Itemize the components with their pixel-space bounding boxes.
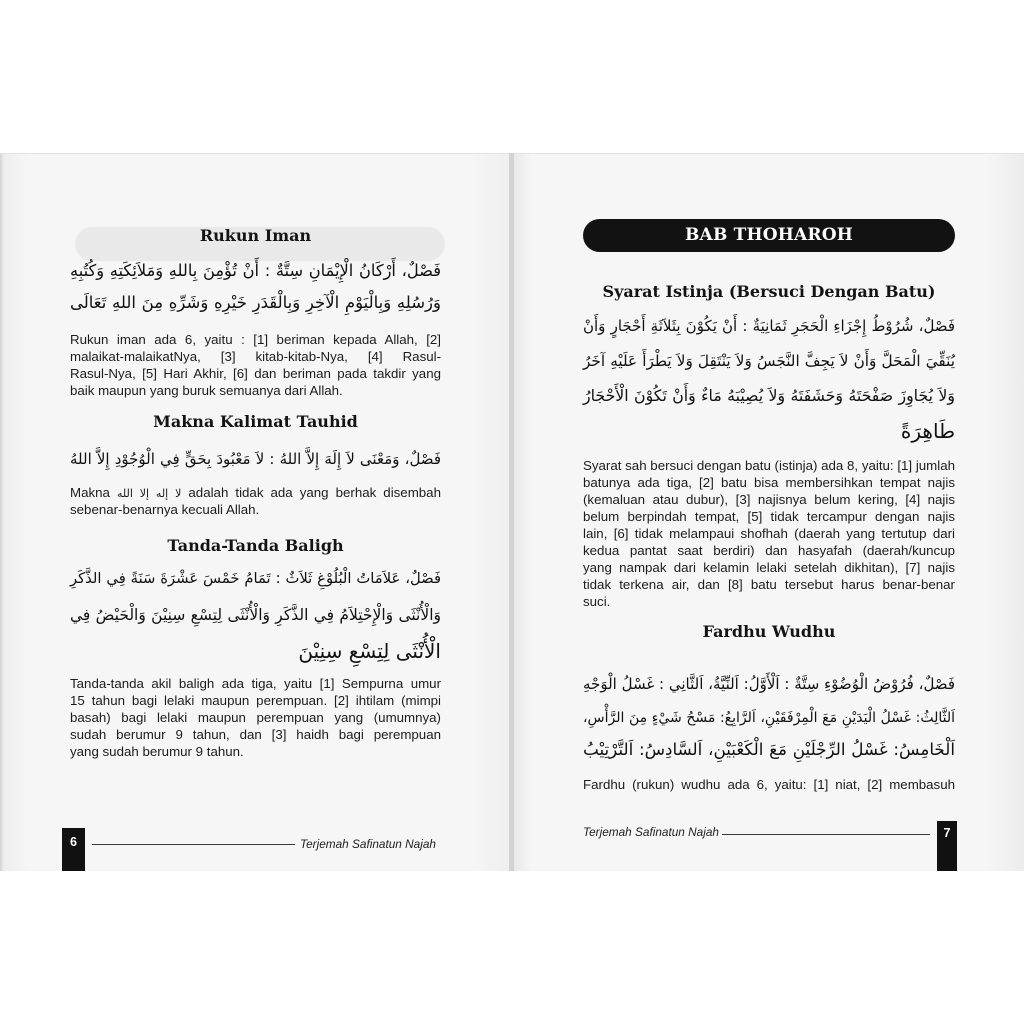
translation-line: yang sudah berumur 9 tahun. bbox=[70, 744, 244, 759]
section-heading-rukun-iman: Rukun Iman bbox=[199, 226, 312, 245]
page-number-tab bbox=[937, 821, 957, 871]
translation-line: tidak terkena air, dan [8] batu tersebut harus benar-benar bbox=[583, 577, 955, 592]
translation-line: 15 tahun bagi lelaki maupun perempuan. [2] ihtilam (mimpi bbox=[70, 693, 441, 708]
arabic-text-line: اَلْخَامِسُ: غَسْلُ الرِّجْلَيْنِ مَعَ الْكَعْبَيْنِ، اَلسَّادِسُ: اَلتَّرْتِيْبُ bbox=[583, 739, 955, 759]
inline-arabic-text: لا إله إلا الله bbox=[116, 487, 182, 500]
translation-text: adalah tidak ada yang berhak disembah bbox=[188, 485, 441, 500]
left-page bbox=[0, 153, 509, 871]
translation-line: lain, [6] tidak melampaui shofhah (daerah yang tertutup dari bbox=[583, 526, 955, 541]
arabic-text-line: فَصْلٌ، وَمَعْنَى لاَ إِلَهَ إِلاَّ اللهُ : لاَ مَعْبُودَ بِحَقٍّ فِي الْوُجُوْدِ إِلاَّ اللهُ bbox=[70, 450, 441, 468]
translation-line: Rasul-Nya, [5] Hari Akhir, [6] dan beriman pada takdir yang bbox=[70, 366, 441, 381]
page-number: 7 bbox=[943, 826, 951, 840]
right-page bbox=[514, 153, 1024, 871]
page-number-tab bbox=[62, 828, 85, 871]
section-heading-syarat-istinja: Syarat Istinja (Bersuci Dengan Batu) bbox=[602, 282, 936, 301]
running-title: Terjemah Safinatun Najah bbox=[583, 825, 719, 839]
translation-line bbox=[70, 484, 441, 502]
arabic-text-line: وَرُسُلِهِ وَبِالْيَوْمِ الْآخِرِ وَبِالْقَدَرِ خَيْرِهِ وَشَرِّهِ مِنَ اللهِ تَعَالَى bbox=[70, 293, 441, 312]
translation-line: Syarat sah bersuci dengan batu (istinja) ada 8, yaitu: [1] jumlah bbox=[583, 458, 955, 473]
arabic-text-line: الْأُنْثَى لِتِسْعِ سِنِيْنَ bbox=[298, 639, 441, 663]
translation-line: Rukun iman ada 6, yaitu : [1] beriman kepada Allah, [2] bbox=[70, 332, 441, 347]
translation-line: kedua pantat saat berdiri) dan hasyafah (daerah/kuncup bbox=[583, 543, 955, 558]
translation-line: belum berpindah tempat, [5] tidak tercampur dengan najis bbox=[583, 509, 955, 524]
footer-rule bbox=[92, 844, 295, 845]
arabic-text-line: فَصْلٌ، شُرُوْطُ إِجْزَاءِ الْحَجَرِ ثَمَانِيَةٌ : أَنْ يَكُوْنَ بِثَلاَثَةِ أَحْجَارٍ وَأَنْ bbox=[583, 317, 955, 335]
translation-line: suci. bbox=[583, 594, 611, 609]
page-number: 6 bbox=[70, 835, 77, 849]
arabic-text-line: فَصْلٌ، عَلاَمَاتُ الْبُلُوْغِ ثَلاَثٌ : تَمَامُ خَمْسَ عَشْرَةَ سَنَةً فِي الذَّكَرِ bbox=[70, 570, 441, 587]
section-heading-makna-kalimat-tauhid: Makna Kalimat Tauhid bbox=[153, 412, 358, 431]
arabic-text-line: طَاهِرَةً bbox=[900, 419, 955, 443]
section-heading-tanda-tanda-baligh: Tanda-Tanda Baligh bbox=[167, 536, 344, 555]
arabic-text-line: فَصْلٌ، فُرُوْضُ الْوُضُوْءِ سِتَّةٌ : اَلْأَوَّلُ: اَلنِّيَّةُ، اَلثَّانِي : غَسْلُ الْوَجْهِ bbox=[583, 675, 955, 693]
arabic-text-line: فَصْلٌ، أَرْكَانُ الْإِيْمَانِ سِتَّةٌ : أَنْ تُؤْمِنَ بِاللهِ وَمَلاَئِكَتِهِ وَكُتُبِهِ bbox=[70, 261, 441, 280]
translation-line: yang nampak dari kelamin lelaki setelah dikhitan), [7] najis bbox=[583, 560, 955, 575]
translation-line: (kemaluan atau dubur), [3] najisnya belum kering, [4] najis bbox=[583, 492, 955, 507]
translation-text: Makna bbox=[70, 485, 110, 500]
translation-line: basah) bagi lelaki maupun perempuan yang (umumnya) bbox=[70, 710, 441, 725]
chapter-title: BAB THOHAROH bbox=[684, 225, 854, 245]
footer-rule bbox=[722, 834, 930, 835]
running-title: Terjemah Safinatun Najah bbox=[300, 837, 436, 851]
translation-line: baik maupun yang buruk semuanya dari Allah. bbox=[70, 383, 343, 398]
translation-line: sudah berumur 9 tahun, dan [3] haidh bagi perempuan bbox=[70, 727, 441, 742]
section-heading-fardhu-wudhu: Fardhu Wudhu bbox=[702, 622, 836, 641]
translation-line: malaikat-malaikatNya, [3] kitab-kitab-Nya, [4] Rasul- bbox=[70, 349, 441, 364]
chapter-title-bar bbox=[583, 219, 955, 252]
translation-line: Tanda-tanda akil baligh ada tiga, yaitu [1] Sempurna umur bbox=[70, 676, 441, 691]
arabic-text-line: وَلاَ يُجَاوِزَ صَفْحَتَهُ وَحَشَفَتَهُ وَلاَ يُصِيْبَهُ مَاءٌ وَأَنْ تَكُوْنَ الْأَحْجَارُ bbox=[583, 386, 955, 405]
arabic-text-line: وَالْأُنْثَى وَالْإِحْتِلاَمُ فِي الذَّكَرِ وَالْأُنْثَى لِتِسْعِ سِنِيْنَ وَالْحَيْضُ فِي bbox=[70, 606, 441, 624]
translation-line: Fardhu (rukun) wudhu ada 6, yaitu: [1] niat, [2] membasuh bbox=[583, 777, 955, 792]
arabic-text-line: اَلثَّالِثُ: غَسْلُ الْيَدَيْنِ مَعَ الْمِرْفَقَيْنِ، اَلرَّابِعُ: مَسْحُ شَيْءٍ مِنَ الرَّأْسِ، bbox=[583, 710, 955, 726]
arabic-text-line: يُنَقِّيَ الْمَحَلَّ وَأَنْ لاَ يَجِفَّ النَّجَسُ وَلاَ يَنْتَقِلَ وَلاَ يَطْرَأَ عَلَيْهِ آخَرُ bbox=[583, 352, 955, 370]
translation-line: batunya ada tiga, [2] batu bisa membersihkan tempat najis bbox=[583, 475, 955, 490]
translation-line: sebenar-benarnya kecuali Allah. bbox=[70, 502, 260, 517]
